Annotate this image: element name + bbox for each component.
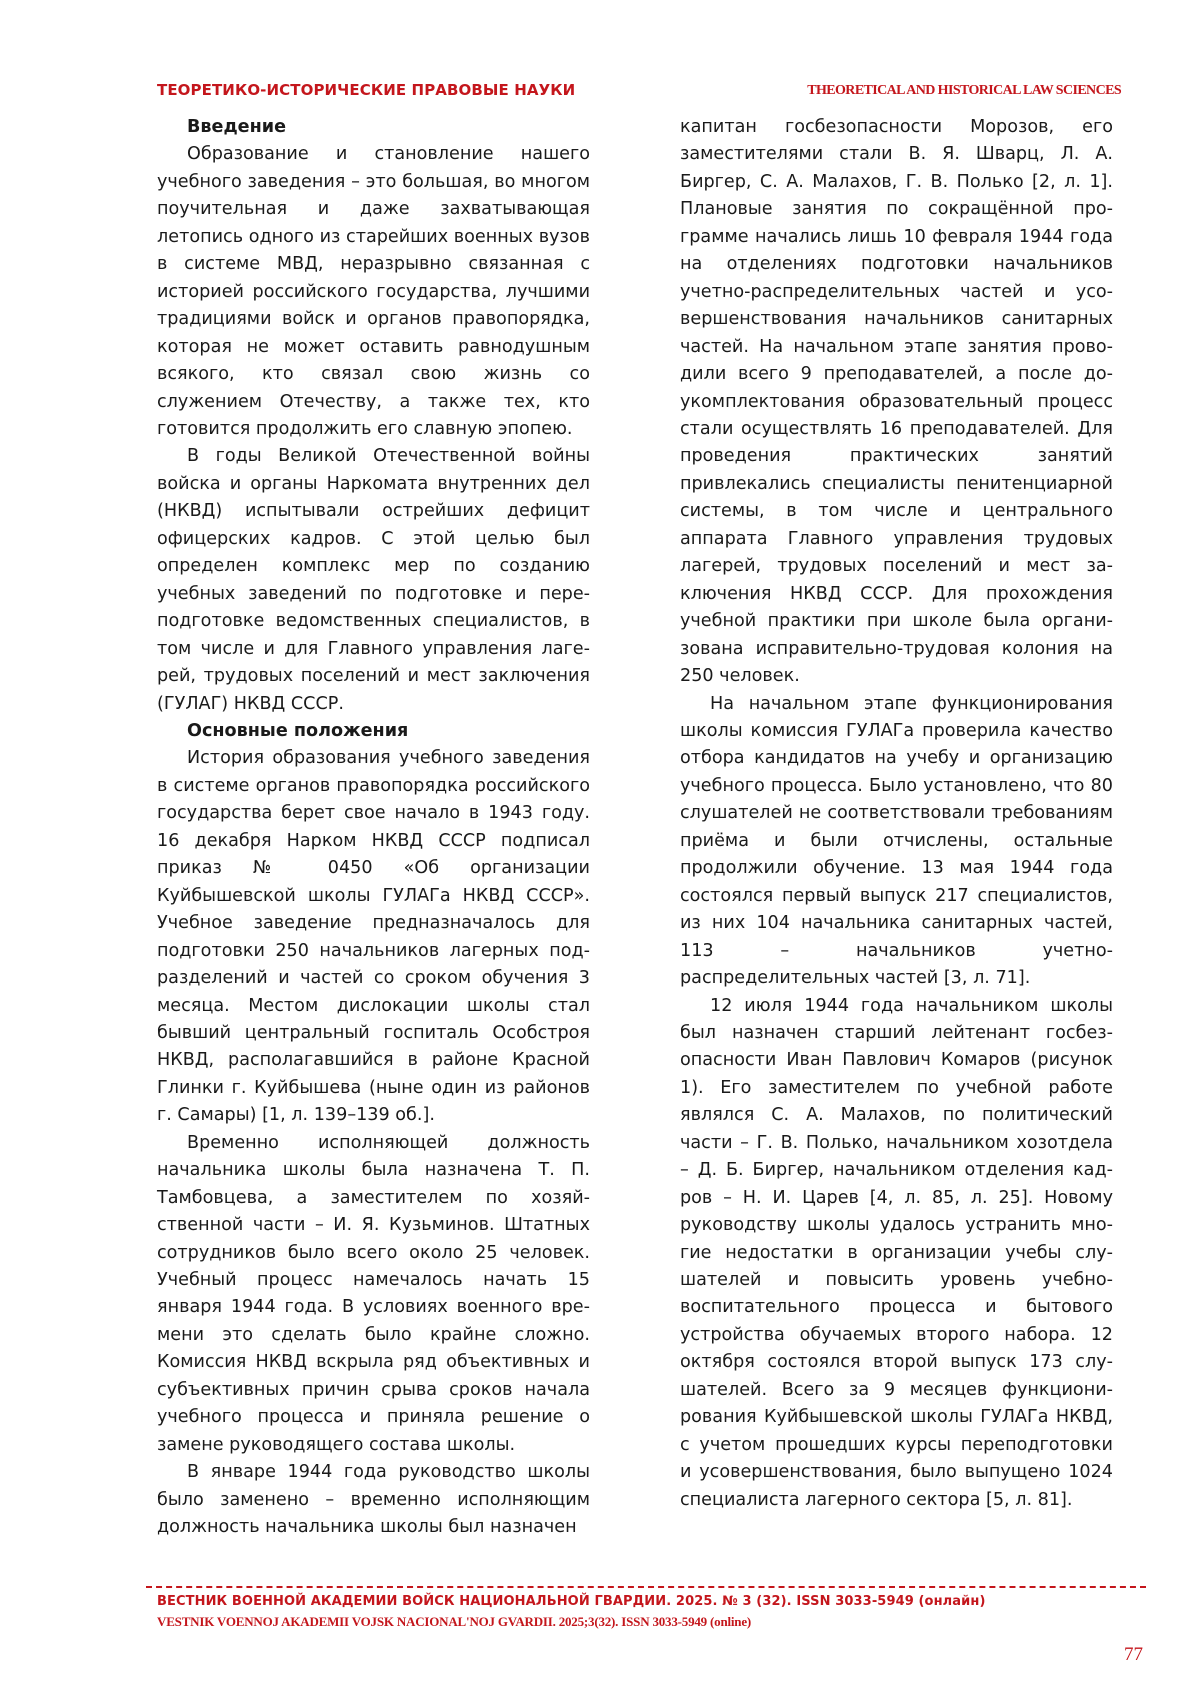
paragraph: 12 июля 1944 года начальником школы был назначен старший лейтенант госбезопасности Иван Павлович Комаров (рисунок 1). Его заместителем по учебной работе являлся С. А. Малахов, по политический части – Г. В. Полько, начальником хозотдела – Д. Б. Биргер, начальником отделения кадров – Н. И. Царев [4, л. 85, л. 25]. Новому руководству школы удалось устранить многие недостатки в организации учебы слушателей и повысить уровень учебно-воспитательного процесса и бытового устройства обучаемых второго набора. 12 октября состоялся второй выпуск 173 слушателей. Всего за 9 месяцев функционирования Куйбышевской школы ГУЛАГа НКВД, с учетом прошедших курсы переподготовки и усовершенствования, было выпущено 1024 специалиста лагерного сектора [5, л. 81]. bbox=[680, 995, 1113, 1510]
paragraph: Образование и становление нашего учебного заведения – это большая, во многом поучительная и даже захватывающая летопись одного из старейших военных вузов в системе МВД, неразрывно связанная с историей российского государства, лучшими традициями войск и органов правопорядка, которая не может оставить равнодушным всякого, кто связал свою жизнь со служением Отечеству, а также тех, кто готовится продолжить его славную эпопею. bbox=[157, 144, 590, 439]
paragraph: На начальном этапе функционирования школы комиссия ГУЛАГа проверила качество отбора кандидатов на учебу и организацию учебного процесса. Было установлено, что 80 слушателей не соответствовали требованиям приёма и были отчислены, остальные продолжили обучение. 13 мая 1944 года состоялся первый выпуск 217 специалистов, из них 104 начальника санитарных частей, 113 – начальников учетно-распределительных частей [3, л. 71]. bbox=[680, 693, 1113, 989]
running-header-right: THEORETICAL AND HISTORICAL LAW SCIENCES bbox=[807, 83, 1121, 98]
page-number: 77 bbox=[1124, 1644, 1143, 1665]
paragraph-continued: капитан госбезопасности Морозов, его заместителями стали В. Я. Шварц, Л. А. Биргер, С. А. Малахов, Г. В. Полько [2, л. 1]. Плановые занятия по сокращённой программе начались лишь 10 февраля 1944 года на отделениях подготовки начальников учетно-распределительных частей и усовершенствования начальников санитарных частей. На начальном этапе занятия проводили всего 9 преподавателей, а после доукомплектования образовательный процесс стали осуществлять 16 преподавателей. Для проведения практических занятий привлекались специалисты пенитенциарной системы, в том числе и центрального аппарата Главного управления трудовых лагерей, трудовых поселений и мест заключения НКВД СССР. Для прохождения учебной практики при школе была организована исправительно-трудовая колония на 250 человек. bbox=[680, 117, 1113, 687]
section-heading-main: Основные положения bbox=[187, 720, 409, 741]
running-header-left: ТЕОРЕТИКО-ИСТОРИЧЕСКИЕ ПРАВОВЫЕ НАУКИ bbox=[157, 81, 576, 99]
paragraph: История образования учебного заведения в системе органов правопорядка российского государства берет свое начало в 1943 году. 16 декабря Нарком НКВД СССР подписал приказ № 0450 «Об организации Куйбышевской школы ГУЛАГа НКВД СССР». Учебное заведение предназначалось для подготовки 250 начальников лагерных подразделений и частей со сроком обучения 3 месяца. Местом дислокации школы стал бывший центральный госпиталь Особстроя НКВД, располагавшийся в районе Красной Глинки г. Куйбышева (ныне один из районов г. Самары) [1, л. 139–139 об.]. bbox=[157, 748, 590, 1126]
footer-journal-en: VESTNIK VOENNOJ AKADEMII VOJSK NACIONAL'NOJ GVARDII. 2025;3(32). ISSN 3033-5949 (online) bbox=[157, 1614, 752, 1629]
text-column-right bbox=[680, 114, 1113, 1514]
paragraph: В январе 1944 года руководство школы было заменено – временно исполняющим должность начальника школы был назначен bbox=[157, 1462, 590, 1538]
footer-journal-ru: ВЕСТНИК ВОЕННОЙ АКАДЕМИИ ВОЙСК НАЦИОНАЛЬНОЙ ГВАРДИИ. 2025. № 3 (32). ISSN 3033-5949 (онлайн) bbox=[157, 1594, 986, 1609]
paragraph: В годы Великой Отечественной войны войска и органы Наркомата внутренних дел (НКВД) испытывали острейших дефицит офицерских кадров. С этой целью был определен комплекс мер по созданию учебных заведений по подготовке и переподготовке ведомственных специалистов, в том числе и для Главного управления лагерей, трудовых поселений и мест заключения (ГУЛАГ) НКВД СССР. bbox=[157, 446, 590, 714]
paragraph: Временно исполняющей должность начальника школы была назначена Т. П. Тамбовцева, а заместителем по хозяйственной части – И. Я. Кузьминов. Штатных сотрудников было всего около 25 человек. Учебный процесс намечалось начать 15 января 1944 года. В условиях военного времени это сделать было крайне сложно. Комиссия НКВД вскрыла ряд объективных и субъективных причин срыва сроков начала учебного процесса и приняла решение о замене руководящего состава школы. bbox=[157, 1132, 590, 1455]
section-heading-intro: Введение bbox=[187, 117, 287, 137]
footer-divider bbox=[146, 1586, 1146, 1588]
text-column-left bbox=[157, 114, 590, 1542]
